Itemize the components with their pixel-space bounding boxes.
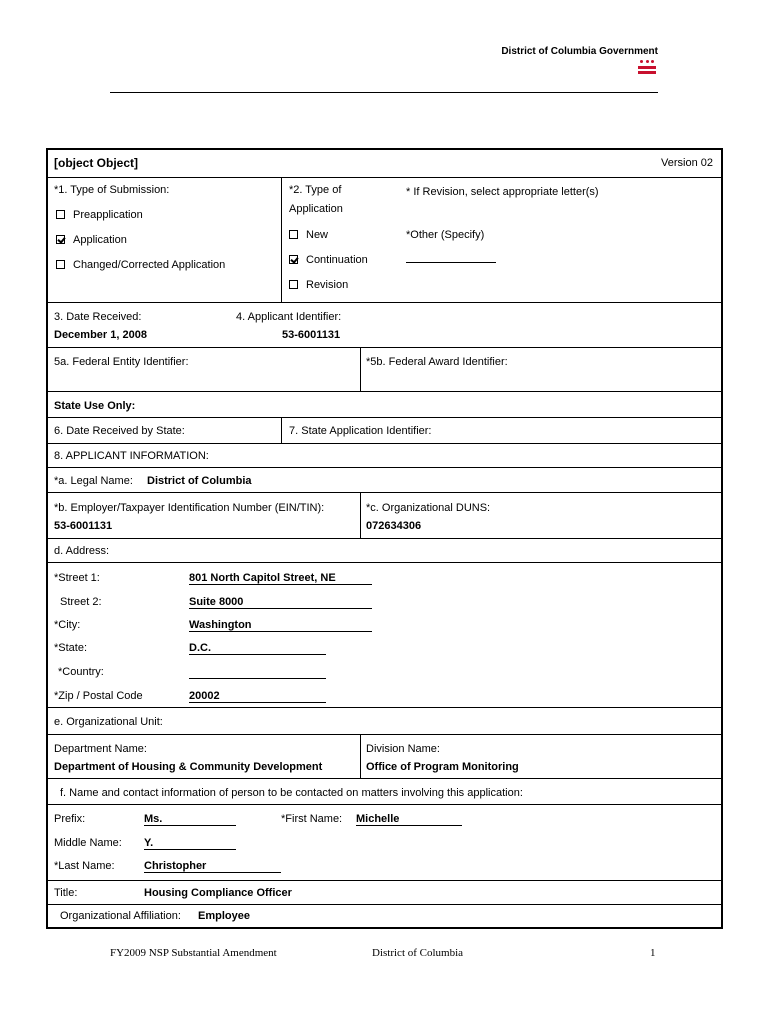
state-use-row [48, 392, 721, 418]
first-name-value[interactable]: Michelle [356, 813, 462, 826]
zip-value[interactable]: 20002 [189, 690, 326, 703]
option-new[interactable]: New [289, 229, 328, 241]
state-use-only: State Use Only: [54, 400, 136, 412]
checkbox-icon[interactable] [289, 280, 298, 289]
duns-value[interactable]: 072634306 [366, 520, 422, 532]
city-label: *City: [54, 619, 81, 631]
federal-entity-label: 5a. Federal Entity Identifier: [54, 356, 189, 368]
submission-row [48, 178, 721, 303]
contact-heading-row [48, 779, 721, 805]
address-fields [48, 563, 721, 708]
org-unit-row [48, 708, 721, 735]
footer-page-number: 1 [650, 947, 656, 959]
footer-center: District of Columbia [372, 947, 464, 959]
government-header: District of Columbia Government [501, 46, 658, 57]
option-preapplication[interactable]: Preapplication [56, 209, 143, 221]
title-value[interactable]: Housing Compliance Officer [144, 887, 292, 899]
ein-duns-row [48, 493, 721, 539]
street1-label: *Street 1: [54, 572, 100, 584]
legal-name-label: *a. Legal Name: [54, 475, 133, 487]
zip-label: *Zip / Postal Code [54, 690, 143, 702]
address-label: d. Address: [54, 545, 110, 557]
checkbox-icon[interactable] [56, 260, 65, 269]
checkbox-icon[interactable] [289, 230, 298, 239]
sf424-form [46, 148, 723, 929]
last-name-value[interactable]: Christopher [144, 860, 281, 873]
org-unit-label: e. Organizational Unit: [54, 716, 163, 728]
date-received-label: 3. Date Received: [54, 311, 142, 323]
date-received-state-label: 6. Date Received by State: [54, 425, 185, 437]
footer-left: FY2009 NSP Substantial Amendment [110, 947, 277, 959]
state-application-id-label: 7. State Application Identifier: [289, 425, 432, 437]
contact-names [48, 805, 721, 881]
city-value[interactable]: Washington [189, 619, 372, 632]
checkbox-checked-icon[interactable] [56, 235, 65, 244]
prefix-value[interactable]: Ms. [144, 813, 236, 826]
application-type-label-2: Application [289, 203, 343, 215]
department-value[interactable]: Department of Housing & Community Development [54, 761, 323, 773]
country-label: *Country: [58, 666, 104, 678]
middle-name-label: Middle Name: [54, 837, 122, 849]
state-label: *State: [54, 642, 88, 654]
date-applicant-row [48, 303, 721, 348]
title-row [48, 881, 721, 905]
ein-value[interactable]: 53-6001131 [54, 520, 113, 532]
title-label: Title: [54, 887, 78, 899]
last-name-label: *Last Name: [54, 860, 115, 872]
checkbox-checked-icon[interactable] [289, 255, 298, 264]
application-type-label: *2. Type of [289, 184, 342, 196]
ein-label: *b. Employer/Taxpayer Identification Number (EIN/TIN): [54, 502, 325, 514]
prefix-label: Prefix: [54, 813, 86, 825]
applicant-info-row [48, 444, 721, 468]
middle-name-value[interactable]: Y. [144, 837, 236, 850]
header-divider [110, 92, 658, 93]
affiliation-value[interactable]: Employee [198, 910, 250, 922]
form-title: [object Object] [54, 156, 139, 170]
division-value[interactable]: Office of Program Monitoring [366, 761, 519, 773]
department-label: Department Name: [54, 743, 147, 755]
first-name-label: *First Name: [281, 813, 343, 825]
other-specify-field[interactable] [406, 253, 496, 263]
other-specify-label: *Other (Specify) [406, 229, 485, 241]
applicant-info-heading: 8. APPLICANT INFORMATION: [54, 450, 209, 462]
form-title-row [48, 150, 721, 178]
street2-value[interactable]: Suite 8000 [189, 596, 372, 609]
affiliation-label: Organizational Affiliation: [60, 910, 181, 922]
dc-flag-icon [638, 60, 656, 74]
country-value[interactable] [189, 666, 326, 679]
street2-label: Street 2: [60, 596, 102, 608]
state-ids-row [48, 418, 721, 444]
applicant-identifier-label: 4. Applicant Identifier: [236, 311, 342, 323]
federal-award-label: *5b. Federal Award Identifier: [366, 356, 508, 368]
form-version: Version 02 [661, 157, 713, 169]
contact-heading: f. Name and contact information of person to be contacted on matters involving this application: [60, 787, 523, 799]
duns-label: *c. Organizational DUNS: [366, 502, 491, 514]
street1-value[interactable]: 801 North Capitol Street, NE [189, 572, 372, 585]
federal-ids-row [48, 348, 721, 392]
date-received-value[interactable]: December 1, 2008 [54, 329, 147, 341]
revision-note: * If Revision, select appropriate letter(s) [406, 186, 599, 198]
option-continuation[interactable]: Continuation [289, 254, 368, 266]
submission-type-label: *1. Type of Submission: [54, 184, 170, 196]
legal-name-row [48, 468, 721, 493]
option-revision[interactable]: Revision [289, 279, 348, 291]
legal-name-value[interactable]: District of Columbia [147, 475, 252, 487]
address-label-row [48, 539, 721, 563]
affiliation-row [48, 905, 721, 927]
applicant-identifier-value[interactable]: 53-6001131 [282, 329, 341, 341]
checkbox-icon[interactable] [56, 210, 65, 219]
division-label: Division Name: [366, 743, 440, 755]
state-value[interactable]: D.C. [189, 642, 326, 655]
option-changed-corrected[interactable]: Changed/Corrected Application [56, 259, 225, 271]
option-application[interactable]: Application [56, 234, 127, 246]
department-division-row [48, 735, 721, 779]
